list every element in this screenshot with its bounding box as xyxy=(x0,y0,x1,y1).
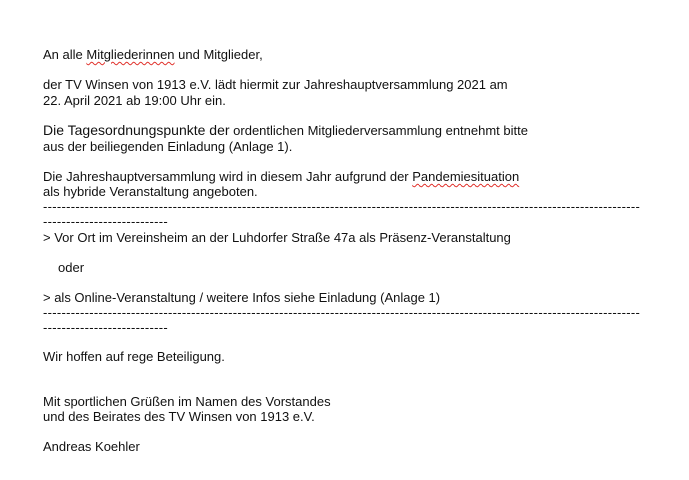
signature: Andreas Koehler xyxy=(43,439,140,454)
intro-line-2: 22. April 2021 ab 19:00 Uhr ein. xyxy=(43,93,226,108)
agenda-line-1 xyxy=(43,123,528,138)
option-or: oder xyxy=(58,260,85,275)
misspelled-word[interactable]: Mitgliederinnen xyxy=(86,47,175,62)
agenda-line-2: aus der beiliegenden Einladung (Anlage 1). xyxy=(43,139,293,154)
greeting-suffix: und Mitglieder, xyxy=(174,47,263,62)
hybrid-prefix: Die Jahreshauptversammlung wird in diesem Jahr aufgrund der xyxy=(43,169,413,184)
intro-line-1: der TV Winsen von 1913 e.V. lädt hiermit zur Jahreshauptversammlung 2021 am xyxy=(43,77,508,92)
hybrid-line-2: als hybride Veranstaltung angeboten. xyxy=(43,184,258,199)
option-online: > als Online-Veranstaltung / weitere Infos siehe Einladung (Anlage 1) xyxy=(43,290,441,305)
separator-bottom: ------------------------------------------------------------------------------------------------------------------------------------------------------------ xyxy=(43,305,641,335)
option-onsite: > Vor Ort im Vereinsheim an der Luhdorfer Straße 47a als Präsenz-Veranstaltung xyxy=(43,230,511,245)
closing-line-2: und des Beirates des TV Winsen von 1913 e.V. xyxy=(43,409,315,424)
greeting-prefix: An alle xyxy=(43,47,87,62)
hybrid-line-1 xyxy=(43,169,519,184)
hope-line: Wir hoffen auf rege Beteiligung. xyxy=(43,349,225,364)
agenda-rest: ordentlichen Mitgliederversammlung entnehmt bitte xyxy=(229,123,528,138)
greeting-line xyxy=(43,47,263,62)
closing-line-1: Mit sportlichen Grüßen im Namen des Vorstandes xyxy=(43,394,331,409)
misspelled-word-2[interactable]: Pandemiesituation xyxy=(412,169,520,184)
agenda-emphasis: Die Tagesordnungspunkte der xyxy=(43,122,230,138)
separator-top: ------------------------------------------------------------------------------------------------------------------------------------------------------------ xyxy=(43,199,641,229)
